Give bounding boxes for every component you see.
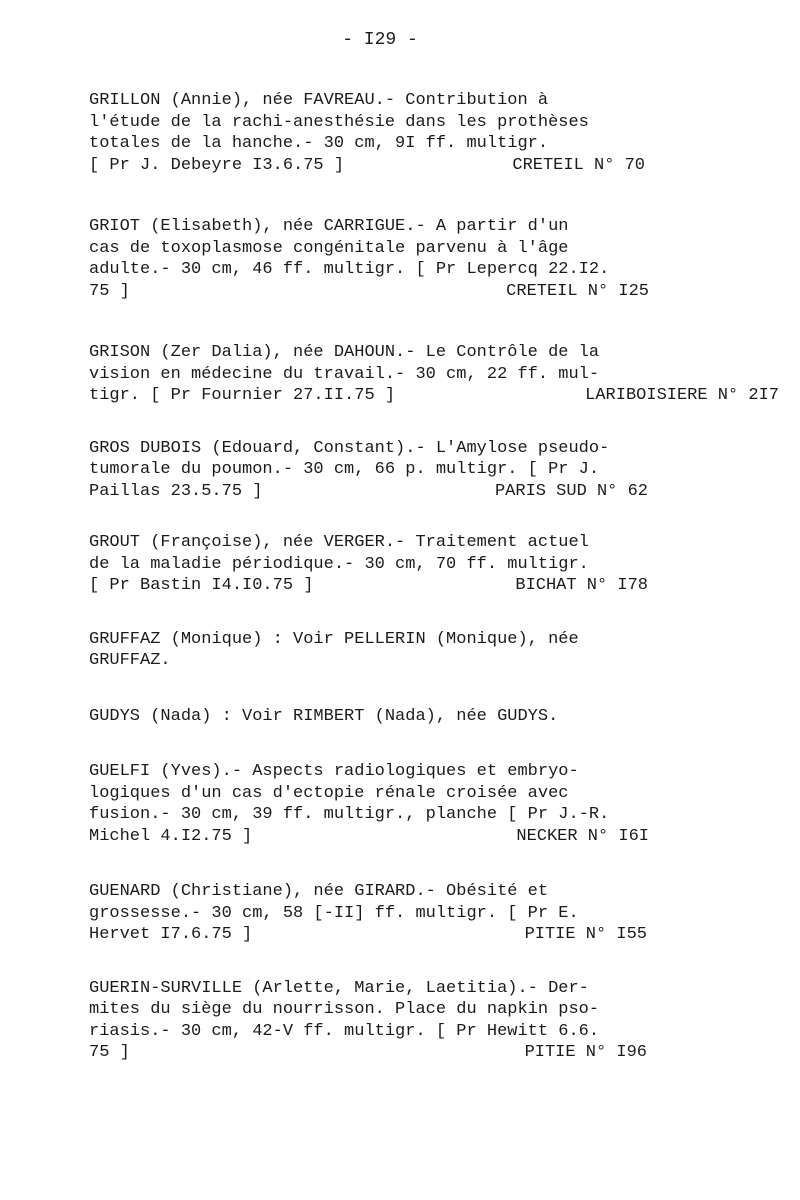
entry-gruffaz [89, 629, 779, 672]
entry-line: GRILLON (Annie), née FAVREAU.- Contribution à [89, 91, 549, 110]
entry-line: vision en médecine du travail.- 30 cm, 22 ff. mul- [89, 364, 600, 384]
entry-line: Hervet I7.6.75 ] [89, 925, 253, 944]
entry-gros-dubois [89, 438, 779, 503]
entry-grout [89, 532, 779, 597]
entry-gudys [89, 706, 779, 728]
entry-line: GRUFFAZ. [89, 651, 171, 670]
entry-grillon [89, 90, 779, 176]
entry-location: NECKER N° I6I [516, 826, 649, 846]
entry-line: GUERIN-SURVILLE (Arlette, Marie, Laetitia).- Der- [89, 978, 589, 998]
entry-location: CRETEIL N° 70 [512, 155, 645, 175]
entry-line: [ Pr J. Debeyre I3.6.75 ] [89, 155, 345, 175]
bibliography-list [89, 90, 779, 1064]
entry-location: PARIS SUD N° 62 [494, 481, 648, 501]
entry-location: PITIE N° I55 [524, 925, 647, 944]
entry-line: l'étude de la rachi-anesthésie dans les prothèses [89, 112, 589, 132]
entry-line: Paillas 23.5.75 ] [89, 481, 263, 501]
entry-line: riasis.- 30 cm, 42-V ff. multigr. [ Pr Hewitt 6.6. [89, 1021, 600, 1041]
entry-line: fusion.- 30 cm, 39 ff. multigr., planche [ Pr J.-R. [89, 805, 610, 824]
entry-line: GUENARD (Christiane), née GIRARD.- Obésité et [89, 882, 549, 901]
entry-grison [89, 342, 779, 407]
entry-line: 75 ] [89, 281, 130, 301]
entry-line: de la maladie périodique.- 30 cm, 70 ff. multigr. [89, 554, 589, 574]
entry-line: GUELFI (Yves).- Aspects radiologiques et embryo- [89, 762, 579, 781]
entry-griot [89, 216, 779, 302]
entry-guenard [89, 881, 779, 946]
page-number: - I29 - [342, 30, 418, 50]
entry-guelfi [89, 761, 779, 847]
entry-line: tigr. [ Pr Fournier 27.II.75 ] [89, 386, 396, 405]
entry-guerin-surville [89, 978, 779, 1064]
entry-line: [ Pr Bastin I4.I0.75 ] [89, 576, 314, 595]
entry-line: cas de toxoplasmose congénitale parvenu à l'âge [89, 238, 569, 258]
entry-line: Michel 4.I2.75 ] [89, 826, 253, 846]
entry-line: 75 ] [89, 1043, 130, 1062]
entry-line: logiques d'un cas d'ectopie rénale croisée avec [89, 783, 569, 803]
entry-location: BICHAT N° I78 [515, 576, 648, 595]
entry-line: GROUT (Françoise), née VERGER.- Traitement actuel [89, 533, 589, 552]
entry-line: GRIOT (Elisabeth), née CARRIGUE.- A partir d'un [89, 217, 569, 236]
entry-location: LARIBOISIERE N° 2I7 [585, 386, 779, 405]
entry-line: GUDYS (Nada) : Voir RIMBERT (Nada), née GUDYS. [89, 706, 559, 726]
entry-line: tumorale du poumon.- 30 cm, 66 p. multigr. [ Pr J. [89, 460, 600, 479]
entry-location: CRETEIL N° I25 [506, 281, 649, 301]
entry-line: adulte.- 30 cm, 46 ff. multigr. [ Pr Lepercq 22.I2. [89, 260, 610, 279]
entry-line: GRISON (Zer Dalia), née DAHOUN.- Le Contrôle de la [89, 343, 600, 362]
entry-line: GROS DUBOIS (Edouard, Constant).- L'Amylose pseudo- [89, 438, 610, 458]
entry-line: grossesse.- 30 cm, 58 [-II] ff. multigr. [ Pr E. [89, 903, 579, 923]
entry-line: totales de la hanche.- 30 cm, 9I ff. multigr. [89, 134, 549, 153]
entry-line: GRUFFAZ (Monique) : Voir PELLERIN (Monique), née [89, 629, 579, 649]
entry-location: PITIE N° I96 [524, 1043, 647, 1062]
entry-line: mites du siège du nourrisson. Place du napkin pso- [89, 1000, 600, 1019]
